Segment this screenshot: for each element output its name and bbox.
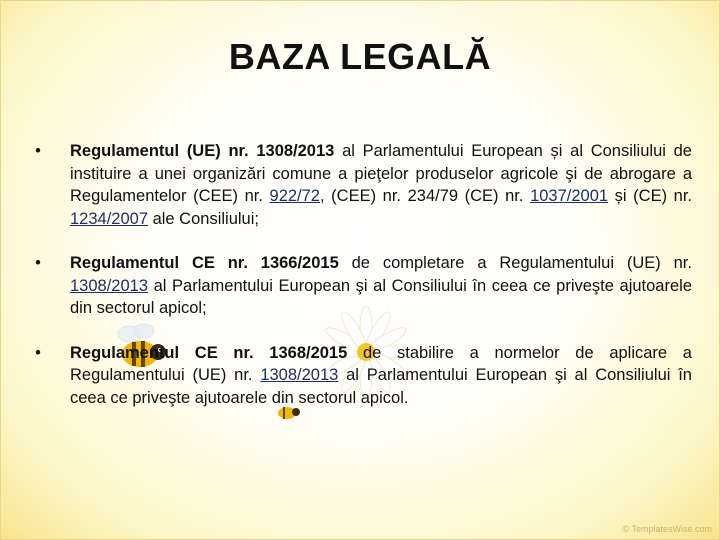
list-item: [28, 252, 692, 320]
legal-basis-list: [28, 140, 692, 431]
regulation-title: Regulamentul CE nr. 1368/2015: [70, 343, 348, 362]
list-item-text: Regulamentul (UE) nr. 1308/2013 al Parlamentului European și al Consiliului de instituire a unei organizări comune a pieţelor produselor agricole şi de abrogare a Regulamentelor (CEE) nr. 922/72, (CEE) nr. 234/79 (CE) nr. 1037/2001 și (CE) nr. 1234/2007 ale Consiliului;: [70, 142, 693, 228]
page-title: BAZA LEGALĂ: [228, 36, 492, 77]
list-item: [28, 342, 692, 410]
bullet-marker: •: [35, 343, 41, 362]
watermark: © TemplatesWise.com: [622, 524, 712, 534]
list-item: [28, 140, 692, 230]
list-item-text: Regulamentul CE nr. 1366/2015 de completare a Regulamentului (UE) nr. 1308/2013 al Parlamentului European şi al Consiliului în ceea ce priveşte ajutoarele din sectorul apicol;: [70, 254, 692, 317]
bullet-marker: •: [35, 142, 41, 160]
regulation-link[interactable]: 1308/2013: [70, 276, 148, 295]
regulation-link[interactable]: 922/72: [269, 187, 320, 205]
regulation-link[interactable]: 1234/2007: [70, 209, 148, 228]
regulation-link[interactable]: 1037/2001: [530, 187, 609, 205]
list-item-text: Regulamentul CE nr. 1368/2015 de stabilire a normelor de aplicare a Regulamentului (UE) nr. 1308/2013 al Parlamentului European şi al Consiliului în ceea ce priveşte ajutoarele din sectorul apicol.: [70, 343, 692, 407]
regulation-link[interactable]: 1308/2013: [260, 366, 339, 384]
bullet-marker: •: [35, 254, 41, 272]
regulation-title: Regulamentul (UE) nr. 1308/2013: [70, 142, 335, 160]
regulation-title: Regulamentul CE nr. 1366/2015: [70, 254, 339, 272]
